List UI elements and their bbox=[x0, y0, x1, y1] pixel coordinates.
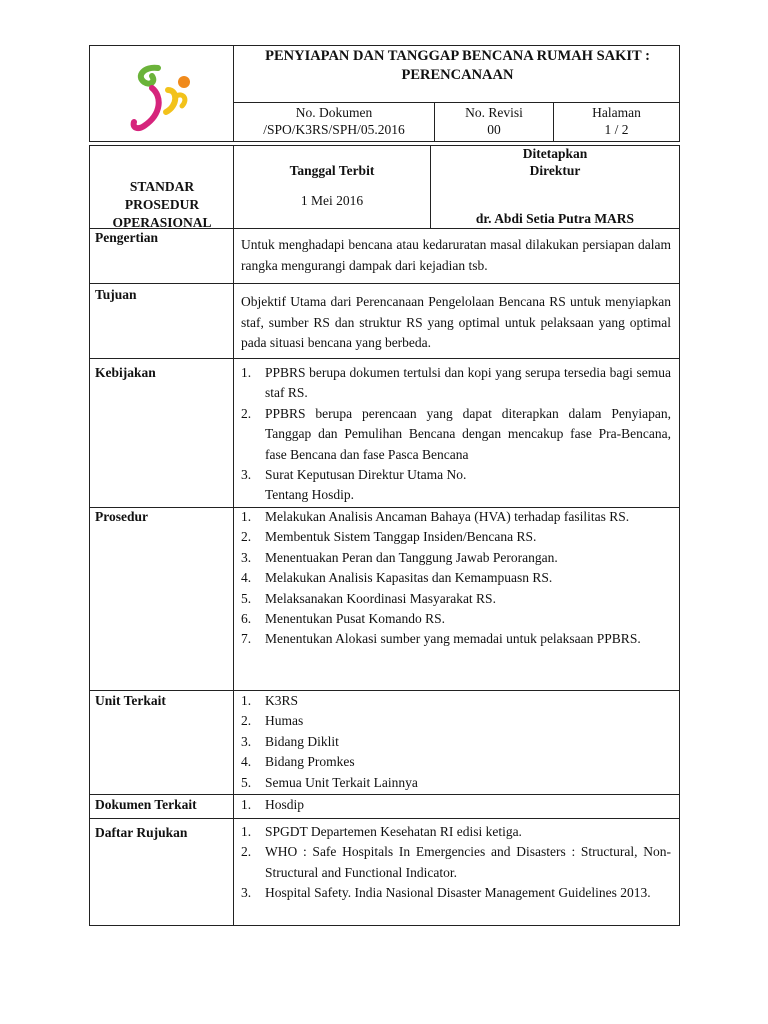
sop-label: STANDAR PROSEDUR OPERASIONAL bbox=[112, 179, 212, 230]
director-name: dr. Abdi Setia Putra MARS bbox=[475, 211, 635, 226]
list-item: 2. WHO : Safe Hospitals In Emergencies and Disasters : Structural, Non-Structural and Functional Indicator. bbox=[241, 844, 671, 880]
list-item: 1. PPBRS berupa dokumen tertulsi dan kopi yang serupa tersedia bagi semua staf RS. bbox=[241, 365, 671, 401]
list-item: 3. Bidang Diklit bbox=[241, 733, 339, 749]
hospital-logo bbox=[122, 60, 202, 140]
page-label: Halaman bbox=[592, 105, 641, 120]
list-item: 2. Membentuk Sistem Tanggap Insiden/Bencana RS. bbox=[241, 529, 537, 545]
list-item: 1. SPGDT Departemen Kesehatan RI edisi ketiga. bbox=[241, 824, 522, 839]
doc-number-value: /SPO/K3RS/SPH/05.2016 bbox=[263, 122, 405, 137]
section-label-dokumen-terkait: Dokumen Terkait bbox=[95, 797, 197, 812]
list-item: 6. Menentukan Pusat Komando RS. bbox=[241, 611, 445, 627]
doc-number-label: No. Dokumen bbox=[295, 105, 373, 120]
dokumen-terkait-list bbox=[241, 795, 671, 815]
kebijakan-list bbox=[241, 363, 671, 506]
section-label-pengertian: Pengertian bbox=[95, 230, 158, 245]
list-item: 1. Melakukan Analisis Ancaman Bahaya (HVA) terhadap fasilitas RS. bbox=[241, 509, 630, 524]
list-item: 3. Surat Keputusan Direktur Utama No. Tentang Hosdip. bbox=[241, 467, 467, 503]
issue-date-label: Tanggal Terbit bbox=[289, 163, 375, 178]
list-item: 3. Hospital Safety. India Nasional Disaster Management Guidelines 2013. bbox=[241, 885, 651, 901]
revision-value: 00 bbox=[487, 122, 501, 137]
list-item: 2. PPBRS berupa perencaan yang dapat diterapkan dalam Penyiapan, Tanggap dan Pemulihan Bencana dengan mencakup fase Pra-Bencana, fase Bencana dan fase Pasca Bencana bbox=[241, 405, 671, 462]
list-item: 3. Menentuakan Peran dan Tanggung Jawab Perorangan. bbox=[241, 549, 558, 565]
issue-date-value: 1 Mei 2016 bbox=[300, 193, 364, 208]
unit-terkait-list bbox=[241, 691, 671, 793]
list-item: 4. Bidang Promkes bbox=[241, 754, 355, 770]
revision-label: No. Revisi bbox=[465, 105, 523, 120]
list-item: 1. K3RS bbox=[241, 693, 299, 708]
section-label-prosedur: Prosedur bbox=[95, 509, 148, 524]
list-item: 4. Melakukan Analisis Kapasitas dan Kemampuasn RS. bbox=[241, 570, 553, 586]
daftar-rujukan-list bbox=[241, 822, 671, 904]
logo-icon bbox=[122, 60, 202, 140]
section-label-kebijakan: Kebijakan bbox=[95, 365, 156, 380]
list-item: 2. Humas bbox=[241, 713, 304, 729]
list-item: 7. Menentukan Alokasi sumber yang memadai untuk pelaksaan PPBRS. bbox=[241, 631, 641, 647]
page-value: 1 / 2 bbox=[604, 122, 629, 137]
document-title: PENYIAPAN DAN TANGGAP BENCANA RUMAH SAKIT : PERENCANAAN bbox=[265, 48, 650, 83]
section-label-tujuan: Tujuan bbox=[95, 287, 137, 302]
section-label-daftar-rujukan: Daftar Rujukan bbox=[95, 825, 188, 840]
section-label-unit-terkait: Unit Terkait bbox=[95, 693, 166, 708]
prosedur-list bbox=[241, 507, 671, 650]
section-text-pengertian: Untuk menghadapi bencana atau kedaruratan masal dilakukan persiapan dalam rangka mengurangi dampak dari kejadian tsb. bbox=[241, 237, 671, 273]
set-by-label: Ditetapkan Direktur bbox=[522, 146, 588, 178]
list-item: 1. Hosdip bbox=[241, 797, 305, 812]
section-text-tujuan: Objektif Utama dari Perencanaan Pengelolaan Bencana RS untuk menyiapkan staf, sumber RS dan struktur RS yang optimal untuk pelaksaan yang optimal pada situasi bencana yang berbeda. bbox=[241, 294, 671, 350]
list-item: 5. Semua Unit Terkait Lainnya bbox=[241, 774, 418, 790]
list-item: 5. Melaksanakan Koordinasi Masyarakat RS. bbox=[241, 590, 496, 606]
